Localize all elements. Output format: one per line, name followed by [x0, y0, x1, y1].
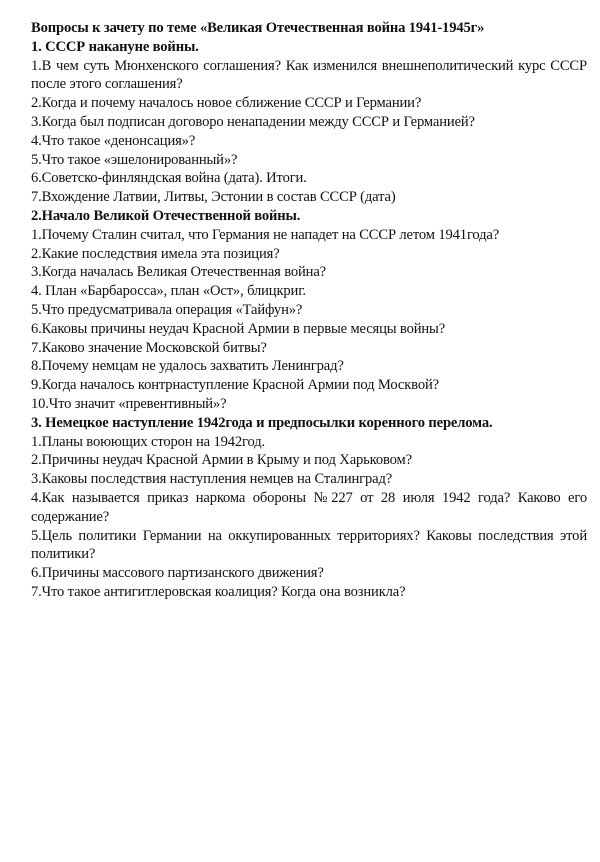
question-3-1: 1.Планы воюющих сторон на 1942год.	[31, 433, 266, 450]
section-heading-1: 1. СССР накануне войны.	[31, 38, 199, 55]
question-3-5: 5.Цель политики Германии на оккупированных территориях? Каковы последствия этой политики?	[31, 527, 587, 563]
question-1-2: 2.Когда и почему началось новое сближение СССР и Германии?	[31, 95, 422, 112]
question-1-7: 7.Вхождение Латвии, Литвы, Эстонии в состав СССР (дата)	[31, 189, 396, 206]
question-2-6: 6.Каковы причины неудач Красной Армии в первые месяцы войны?	[31, 320, 446, 337]
question-2-4: 4. План «Барбаросса», план «Ост», блицкриг.	[31, 283, 306, 300]
question-2-3: 3.Когда началась Великая Отечественная война?	[31, 264, 326, 281]
question-3-6: 6.Причины массового партизанского движения?	[31, 565, 324, 582]
question-2-8: 8.Почему немцам не удалось захватить Ленинград?	[31, 358, 344, 375]
page-title: Вопросы к зачету по теме «Великая Отечественная война 1941-1945г»	[31, 20, 485, 36]
question-3-4: 4.Как называется приказ наркома обороны №227 от 28 июля 1942 года? Каково его содержание?	[31, 489, 587, 525]
document-body	[31, 19, 587, 602]
section-heading-2: 2.Начало Великой Отечественной войны.	[31, 207, 301, 224]
question-1-4: 4.Что такое «денонсация»?	[31, 132, 196, 149]
question-2-10: 10.Что значит «превентивный»?	[31, 395, 227, 412]
question-2-1: 1.Почему Сталин считал, что Германия не нападет на СССР летом 1941года?	[31, 226, 500, 243]
question-1-5: 5.Что такое «эшелонированный»?	[31, 151, 238, 168]
question-1-6: 6.Советско-финляндская война (дата). Итоги.	[31, 170, 307, 187]
question-2-9: 9.Когда началось контрнаступление Красной Армии под Москвой?	[31, 377, 439, 394]
question-1-1: 1.В чем суть Мюнхенского соглашения? Как изменился внешнеполитический курс СССР после этого соглашения?	[31, 57, 587, 93]
question-2-2: 2.Какие последствия имела эта позиция?	[31, 245, 280, 262]
section-heading-3: 3. Немецкое наступление 1942года и предпосылки коренного перелома.	[31, 414, 493, 431]
question-1-3: 3.Когда был подписан договоро ненападении между СССР и Германией?	[31, 113, 475, 130]
question-3-7: 7.Что такое антигитлеровская коалиция? Когда она возникла?	[31, 583, 406, 600]
question-3-3: 3.Каковы последствия наступления немцев на Сталинград?	[31, 471, 393, 488]
question-3-2: 2.Причины неудач Красной Армии в Крыму и под Харьковом?	[31, 452, 412, 469]
question-2-7: 7.Каково значение Московской битвы?	[31, 339, 267, 356]
question-2-5: 5.Что предусматривала операция «Тайфун»?	[31, 301, 303, 318]
